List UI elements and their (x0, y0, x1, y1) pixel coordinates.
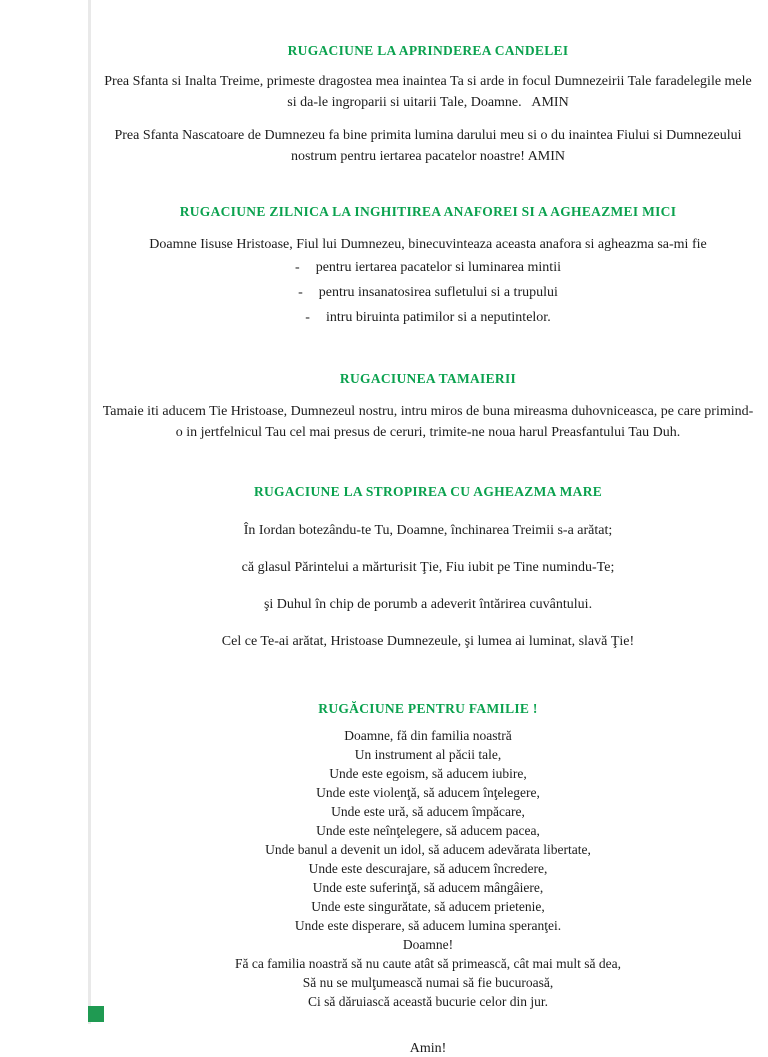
list-item (96, 280, 760, 305)
dash-marker: - (298, 285, 303, 300)
page-edge-line (88, 0, 91, 1024)
heading-rugaciune-familie: RUGĂCIUNE PENTRU FAMILIE ! (318, 701, 538, 716)
family-line: Unde este suferinţă, să aducem mângâiere, (312, 880, 544, 895)
dash-marker: - (295, 260, 300, 275)
family-line: Unde banul a devenit un idol, să aducem adevărata libertate, (265, 842, 591, 857)
family-line: Unde este violenţă, să aducem înţelegere, (316, 785, 540, 800)
family-line: Unde este disperare, să aducem lumina speranţei. (294, 918, 562, 933)
paragraph-anafora: Doamne Iisuse Hristoase, Fiul lui Dumnezeu, binecuvinteaza aceasta anafora si agheazma sa-mi fie (149, 237, 707, 252)
closing-amin: Amin! (409, 1041, 447, 1056)
dash-marker: - (305, 310, 310, 325)
family-line: Fă ca familia noastră să nu caute atât să primească, cât mai mult să dea, (234, 956, 622, 971)
verse-line: În Iordan botezându-te Tu, Doamne, închinarea Treimii s-a arătat; (243, 523, 613, 538)
family-line: Doamne, fă din familia noastră (344, 728, 512, 743)
family-line: Unde este neînţelegere, să aducem pacea, (316, 823, 540, 838)
family-line: Un instrument al păcii tale, (354, 747, 502, 762)
paragraph-nascatoare: Prea Sfanta Nascatoare de Dumnezeu fa bine primita lumina darului meu si o du inaintea Fiului si Dumnezeului nostrum pentru iertarea pacatelor noastre! AMIN (114, 128, 742, 164)
family-line: Unde este egoism, să aducem iubire, (329, 766, 527, 781)
family-line: Ci să dăruiască această bucurie celor din jur. (308, 994, 548, 1009)
family-line: Unde este descurajare, să aducem încredere, (308, 861, 548, 876)
paragraph-tamaie: Tamaie iti aducem Tie Hristoase, Dumnezeul nostru, intru miros de buna mireasma duhovniceasca, pe care primind-o in jertfelnicul Tau cel mai presus de ceruri, trimite-ne noua harul Preasfantului Tau Duh. (102, 404, 754, 440)
document-content (96, 0, 760, 1057)
list-item (96, 255, 760, 280)
heading-stropirea-agheazma: RUGACIUNE LA STROPIREA CU AGHEAZMA MARE (253, 484, 603, 499)
family-prayer-block (96, 726, 760, 1011)
verse-line: şi Duhul în chip de porumb a adeverit întărirea cuvântului. (263, 597, 593, 612)
heading-aprinderea-candelei: RUGACIUNE LA APRINDEREA CANDELEI (287, 43, 569, 58)
list-item-text: pentru iertarea pacatelor si luminarea mintii (315, 260, 561, 275)
next-page-corner-square (88, 1006, 104, 1022)
family-line: Doamne! (402, 937, 454, 952)
verse-line: că glasul Părintelui a mărturisit Ţie, Fiu iubit pe Tine numindu-Te; (241, 560, 615, 575)
family-line: Să nu se mulţumească numai să fie bucuroasă, (302, 975, 554, 990)
family-line: Unde este singurătate, să aducem prietenie, (311, 899, 545, 914)
verse-line: Cel ce Te-ai arătat, Hristoase Dumnezeule, şi lumea ai luminat, slavă Ţie! (221, 634, 635, 649)
heading-rugaciune-zilnica: RUGACIUNE ZILNICA LA INGHITIREA ANAFOREI SI A AGHEAZMEI MICI (179, 204, 677, 219)
heading-tamaierii: RUGACIUNEA TAMAIERII (339, 371, 517, 386)
list-item-text: pentru insanatosirea sufletului si a trupului (318, 285, 558, 300)
family-line: Unde este ură, să aducem împăcare, (331, 804, 525, 819)
list-item-text: intru biruinta patimilor si a neputintelor. (325, 310, 551, 325)
list-item (96, 305, 760, 330)
paragraph-treime: Prea Sfanta si Inalta Treime, primeste dragostea mea inaintea Ta si arde in focul Dumnezeirii Tale faradelegile mele si da-le ingroparii si uitarii Tale, Doamne. AMIN (104, 74, 752, 110)
